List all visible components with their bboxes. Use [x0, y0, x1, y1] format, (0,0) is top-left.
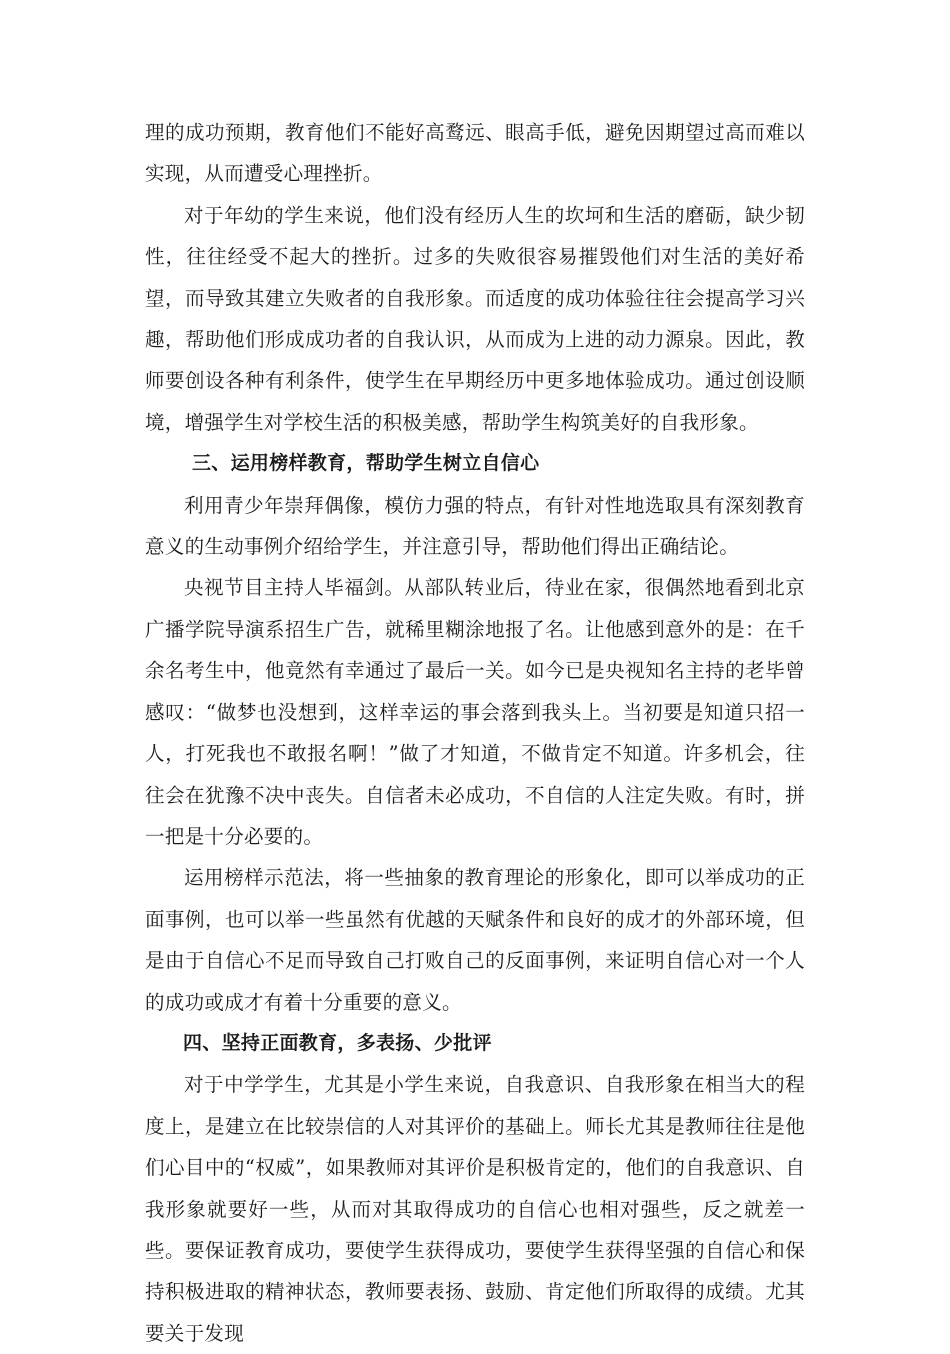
paragraph-continued: 理的成功预期，教育他们不能好高鹜远、眼高手低，避免因期望过高而难以实现，从而遭受心理挫折。 [145, 121, 805, 186]
paragraph-role-model-method: 运用榜样示范法，将一些抽象的教育理论的形象化，即可以举成功的正面事例，也可以举一些虽然有优越的天赋条件和良好的成才的外部环境，但是由于自信心不足而导致自己打败自己的反面事例，来证明自信心对一个人的成功或成才有着十分重要的意义。 [145, 866, 805, 1014]
paragraph-positive-education: 对于中学学生，尤其是小学生来说，自我意识、自我形象在相当大的程度上，是建立在比较崇信的人对其评价的基础上。师长尤其是教师往往是他们心目中的“权威”，如果教师对其评价是积极肯定的，他们的自我意识、自我形象就要好一些，从而对其取得成功的自信心也相对强些，反之就差一些。要保证教育成功，要使学生获得成功，要使学生获得坚强的自信心和保持积极进取的精神状态，教师要表扬、鼓励、肯定他们所取得的成绩。尤其要关于发现 [145, 1073, 805, 1345]
paragraph-role-model-intro: 利用青少年崇拜偶像，模仿力强的特点，有针对性地选取具有深刻教育意义的生动事例介绍给学生，并注意引导，帮助他们得出正确结论。 [145, 493, 805, 559]
document-body [145, 112, 805, 1354]
paragraph-young-students: 对于年幼的学生来说，他们没有经历人生的坎坷和生活的磨砺，缺少韧性，往往经受不起大的挫折。过多的失败很容易摧毁他们对生活的美好希望，而导致其建立失败者的自我形象。而适度的成功体验往往会提高学习兴趣，帮助他们形成成功者的自我认识，从而成为上进的动力源泉。因此，教师要创设各种有利条件，使学生在早期经历中更多地体验成功。通过创设顺境，增强学生对学校生活的积极美感，帮助学生构筑美好的自我形象。 [145, 203, 805, 434]
section-heading-4: 四、坚持正面教育，多表扬、少批评 [183, 1031, 492, 1054]
paragraph-bi-fujian-example: 央视节目主持人毕福剑。从部队转业后，待业在家，很偶然地看到北京广播学院导演系招生广告，就稀里糊涂地报了名。让他感到意外的是：在千余名考生中，他竟然有幸通过了最后一关。如今已是央视知名主持的老毕曾感叹：“做梦也没想到，这样幸运的事会落到我头上。当初要是知道只招一人，打死我也不敢报名啊！”做了才知道，不做肯定不知道。许多机会，往往会在犹豫不决中丧失。自信者未必成功，不自信的人注定失败。有时，拼一把是十分必要的。 [145, 576, 805, 848]
section-heading-3: 三、运用榜样教育，帮助学生树立自信心 [192, 452, 540, 475]
